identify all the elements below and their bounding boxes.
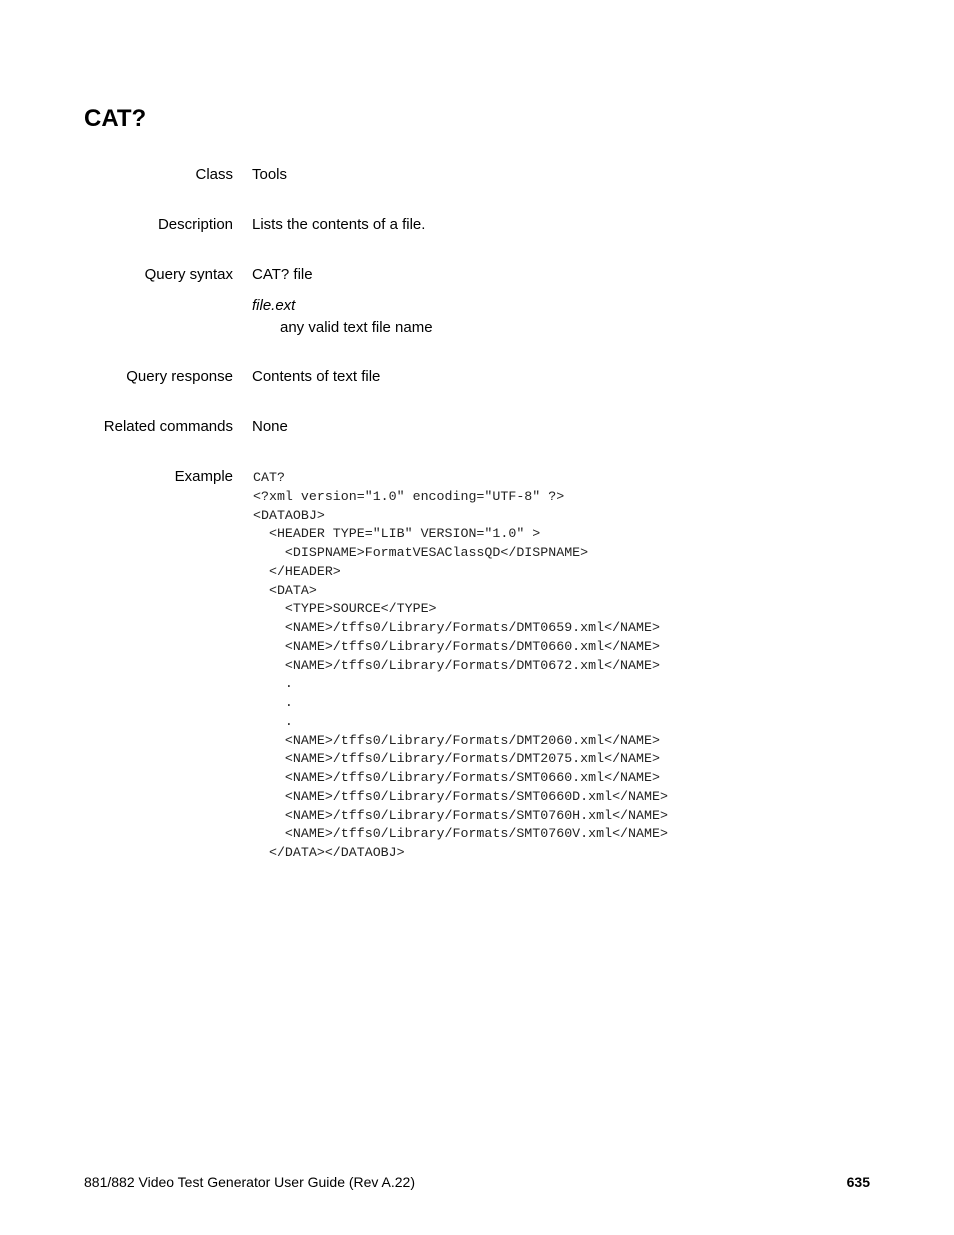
query-response-value: Contents of text file [252,368,381,385]
query-syntax-label: Query syntax [144,266,233,283]
footer-guide-title: 881/882 Video Test Generator User Guide (Rev A.22) [84,1174,416,1190]
example-code-block: CAT? <?xml version="1.0" encoding="UTF-8" ?> <DATAOBJ> <HEADER TYPE="LIB" VERSION="1.0" > <DISPNAME>FormatVESAClassQD</DISPNAME> </HEADER> <DATA> <TYPE>SOURCE</TYPE> <NAME>/tffs0/Library/Formats/DMT0659.xml</NAME> <NAME>/tffs0/Library/Formats/DMT0660.xml</NAME> <NAME>/tffs0/Library/Formats/DMT0672.xml</NAME> . . . <NAME>/tffs0/Library/Formats/DMT2060.xml</NAME> <NAME>/tffs0/Library/Formats/DMT2075.xml</NAME> <NAME>/tffs0/Library/Formats/SMT0660.xml</NAME> <NAME>/tffs0/Library/Formats/SMT0660D.xml</NAME> <NAME>/tffs0/Library/Formats/SMT0760H.xml</NAME> <NAME>/tffs0/Library/Formats/SMT0760V.xml</NAME> </DATA></DATAOBJ> [253,470,668,860]
query-response-label: Query response [126,368,233,385]
description-label: Description [157,216,233,233]
related-commands-label: Related commands [103,418,233,435]
description-value: Lists the contents of a file. [252,216,426,233]
query-syntax-param-desc: any valid text file name [280,319,433,336]
class-label: Class [195,166,233,183]
query-syntax-param-name: file.ext [252,297,296,314]
query-syntax-value: CAT? file [252,266,313,283]
footer-page-number: 635 [846,1174,870,1190]
example-label: Example [174,468,233,485]
page-title: CAT? [84,105,147,132]
class-value: Tools [252,166,288,183]
related-commands-value: None [252,418,288,435]
